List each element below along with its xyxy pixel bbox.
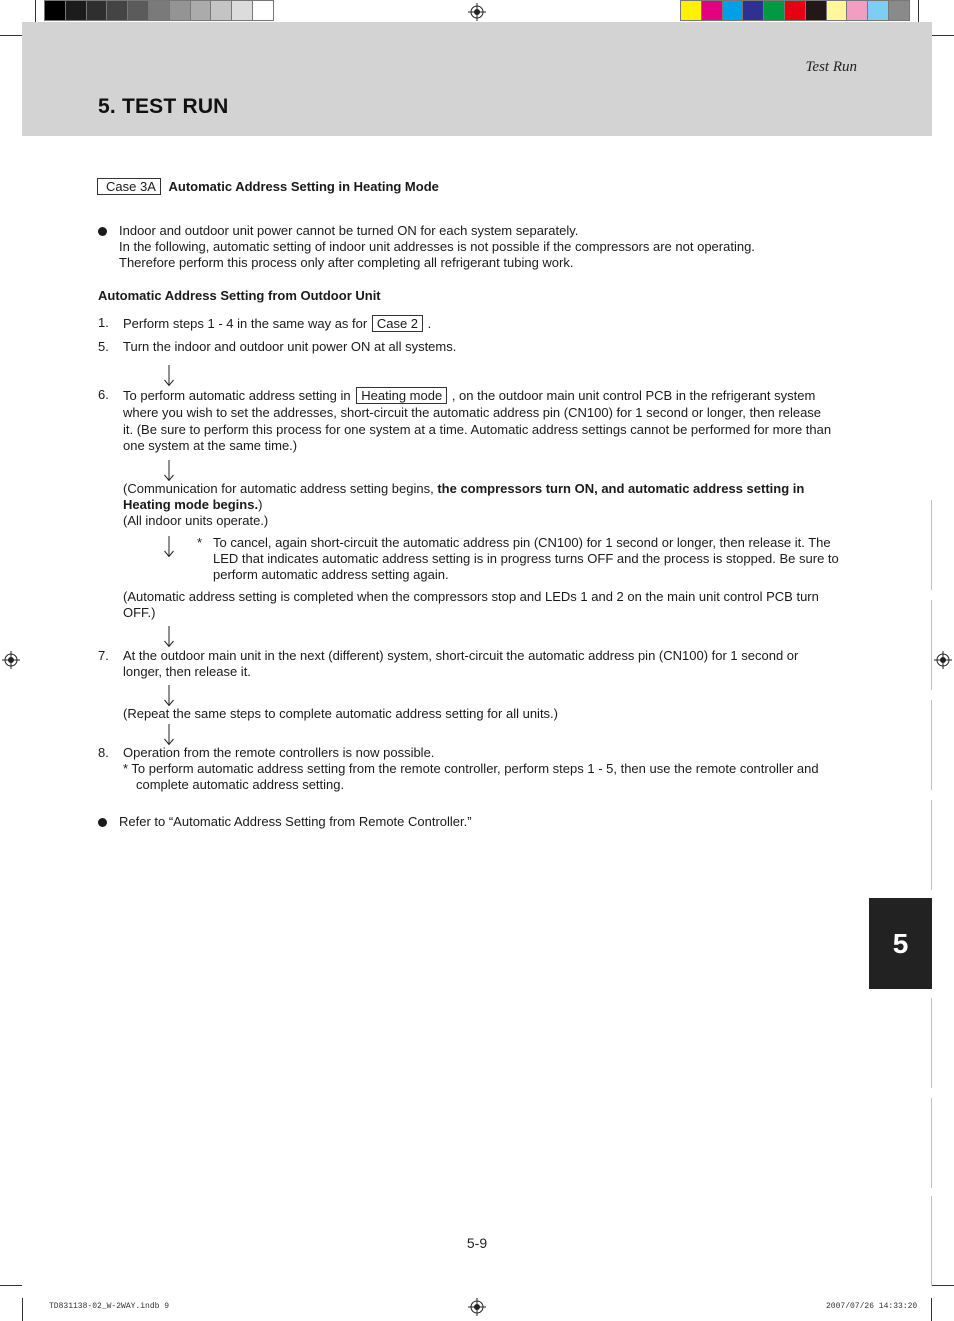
running-head: Test Run xyxy=(805,59,857,75)
step-1 xyxy=(123,315,431,332)
calibration-swatch xyxy=(86,0,108,21)
step-number: 1. xyxy=(98,315,109,330)
calibration-swatch xyxy=(826,0,848,21)
cancel-note-line: To cancel, again short-circuit the automatic address pin (CN100) for 1 second or longer, then release it. The xyxy=(213,535,831,550)
step-8-note: complete automatic address setting. xyxy=(136,777,345,792)
crop-mark xyxy=(932,1285,954,1286)
cancel-note-line: LED that indicates automatic address setting is in progress turns OFF and the process is stopped. Be sure to xyxy=(213,551,839,566)
subheading: Automatic Address Setting from Outdoor Unit xyxy=(98,288,381,303)
calibration-swatch xyxy=(867,0,889,21)
case-label-box: Case 3A xyxy=(97,178,161,195)
chapter-tab[interactable]: 5 xyxy=(869,898,932,989)
step-text: To perform automatic address setting in xyxy=(123,388,351,403)
all-indoor-note: (All indoor units operate.) xyxy=(123,513,269,528)
calibration-swatch xyxy=(169,0,191,21)
down-arrow-icon xyxy=(163,626,175,648)
step-text: , on the outdoor main unit control PCB in the refrigerant system xyxy=(451,388,816,403)
down-arrow-icon xyxy=(163,460,175,482)
crop-mark xyxy=(35,0,36,22)
completed-note-line: (Automatic address setting is completed when the compressors stop and LEDs 1 and 2 on the main unit control PCB turn xyxy=(123,589,819,604)
calibration-swatch xyxy=(210,0,232,21)
refer-note: Refer to “Automatic Address Setting from Remote Controller.” xyxy=(119,814,472,829)
step-8-line: Operation from the remote controllers is now possible. xyxy=(123,745,435,760)
calibration-swatch xyxy=(106,0,128,21)
repeat-note: (Repeat the same steps to complete automatic address setting for all units.) xyxy=(123,706,558,721)
calibration-swatch xyxy=(252,0,274,21)
step-7-line: longer, then release it. xyxy=(123,664,251,679)
intro-line: In the following, automatic setting of indoor unit addresses is not possible if the compressors are not operating. xyxy=(119,239,755,254)
step-number: 6. xyxy=(98,387,109,402)
side-tab-divider xyxy=(931,600,932,690)
step-number: 7. xyxy=(98,648,109,663)
calibration-swatch xyxy=(784,0,806,21)
calibration-swatch xyxy=(888,0,910,21)
registration-target-icon xyxy=(468,1298,486,1316)
note-bold-text: Heating mode begins. xyxy=(123,497,259,512)
communication-note xyxy=(123,497,262,513)
registration-target-icon xyxy=(934,651,952,669)
step-6-line: one system at the same time.) xyxy=(123,438,298,453)
case-title: Automatic Address Setting in Heating Mode xyxy=(168,179,439,194)
calibration-swatch xyxy=(190,0,212,21)
side-tab-divider xyxy=(931,700,932,790)
cancel-note-line: perform automatic address setting again. xyxy=(213,567,449,582)
bullet-icon xyxy=(98,818,107,827)
completed-note-line: OFF.) xyxy=(123,605,156,620)
crop-mark xyxy=(0,35,22,36)
registration-target-icon xyxy=(468,3,486,21)
calibration-swatch xyxy=(65,0,87,21)
page-number: 5-9 xyxy=(466,1235,488,1251)
cancel-asterisk: * xyxy=(197,535,203,550)
down-arrow-icon xyxy=(163,685,175,707)
step-7-line: At the outdoor main unit in the next (different) system, short-circuit the automatic address pin (CN100) for 1 second or xyxy=(123,648,799,663)
step-text: . xyxy=(427,316,432,331)
side-tab-divider xyxy=(931,500,932,590)
down-arrow-icon xyxy=(163,724,175,746)
bullet-icon xyxy=(98,227,107,236)
crop-mark xyxy=(22,1298,23,1321)
crop-mark xyxy=(932,35,954,36)
case-2-box: Case 2 xyxy=(372,315,423,332)
calibration-swatch xyxy=(846,0,868,21)
step-6-line xyxy=(123,387,815,404)
down-arrow-icon xyxy=(163,536,175,558)
side-tab-divider xyxy=(931,800,932,890)
calibration-swatch xyxy=(763,0,785,21)
intro-line: Therefore perform this process only after completing all refrigerant tubing work. xyxy=(119,255,574,270)
step-6-line: it. (Be sure to perform this process for one system at a time. Automatic address settings cannot be performed for more than xyxy=(123,422,832,437)
calibration-swatch xyxy=(742,0,764,21)
intro-line: Indoor and outdoor unit power cannot be turned ON for each system separately. xyxy=(119,223,579,238)
step-text: Perform steps 1 - 4 in the same way as for xyxy=(123,316,368,331)
heading-mode-box: Heating mode xyxy=(356,387,447,404)
note-bold-text: the compressors turn ON, and automatic address setting in xyxy=(437,481,805,496)
registration-target-icon xyxy=(2,651,20,669)
calibration-swatch xyxy=(722,0,744,21)
step-number: 5. xyxy=(98,339,109,354)
step-8-note: * To perform automatic address setting from the remote controller, perform steps 1 - 5, then use the remote controller and xyxy=(123,761,819,776)
crop-mark xyxy=(0,1285,22,1286)
note-text: (Communication for automatic address setting begins, xyxy=(123,481,434,496)
section-title: 5. TEST RUN xyxy=(98,95,229,118)
down-arrow-icon xyxy=(163,365,175,387)
case-heading xyxy=(97,178,439,195)
step-6-line: where you wish to set the addresses, short-circuit the automatic address pin (CN100) for 1 second or longer, then release xyxy=(123,405,822,420)
calibration-swatch xyxy=(805,0,827,21)
side-tab-divider xyxy=(931,998,932,1088)
calibration-swatch xyxy=(44,0,66,21)
calibration-swatch xyxy=(148,0,170,21)
slug-right: 2007/07/26 14:33:20 xyxy=(826,1302,918,1311)
step-5: Turn the indoor and outdoor unit power ON at all systems. xyxy=(123,339,457,354)
communication-note xyxy=(123,481,804,497)
slug-left: TD831138-02_W-2WAY.indb 9 xyxy=(49,1302,170,1311)
calibration-swatch xyxy=(231,0,253,21)
calibration-swatch xyxy=(701,0,723,21)
note-text: ) xyxy=(258,497,263,512)
step-number: 8. xyxy=(98,745,109,760)
side-tab-divider xyxy=(931,1098,932,1188)
crop-mark xyxy=(918,0,919,22)
calibration-swatch xyxy=(680,0,702,21)
crop-mark xyxy=(931,1298,932,1321)
calibration-swatch xyxy=(127,0,149,21)
